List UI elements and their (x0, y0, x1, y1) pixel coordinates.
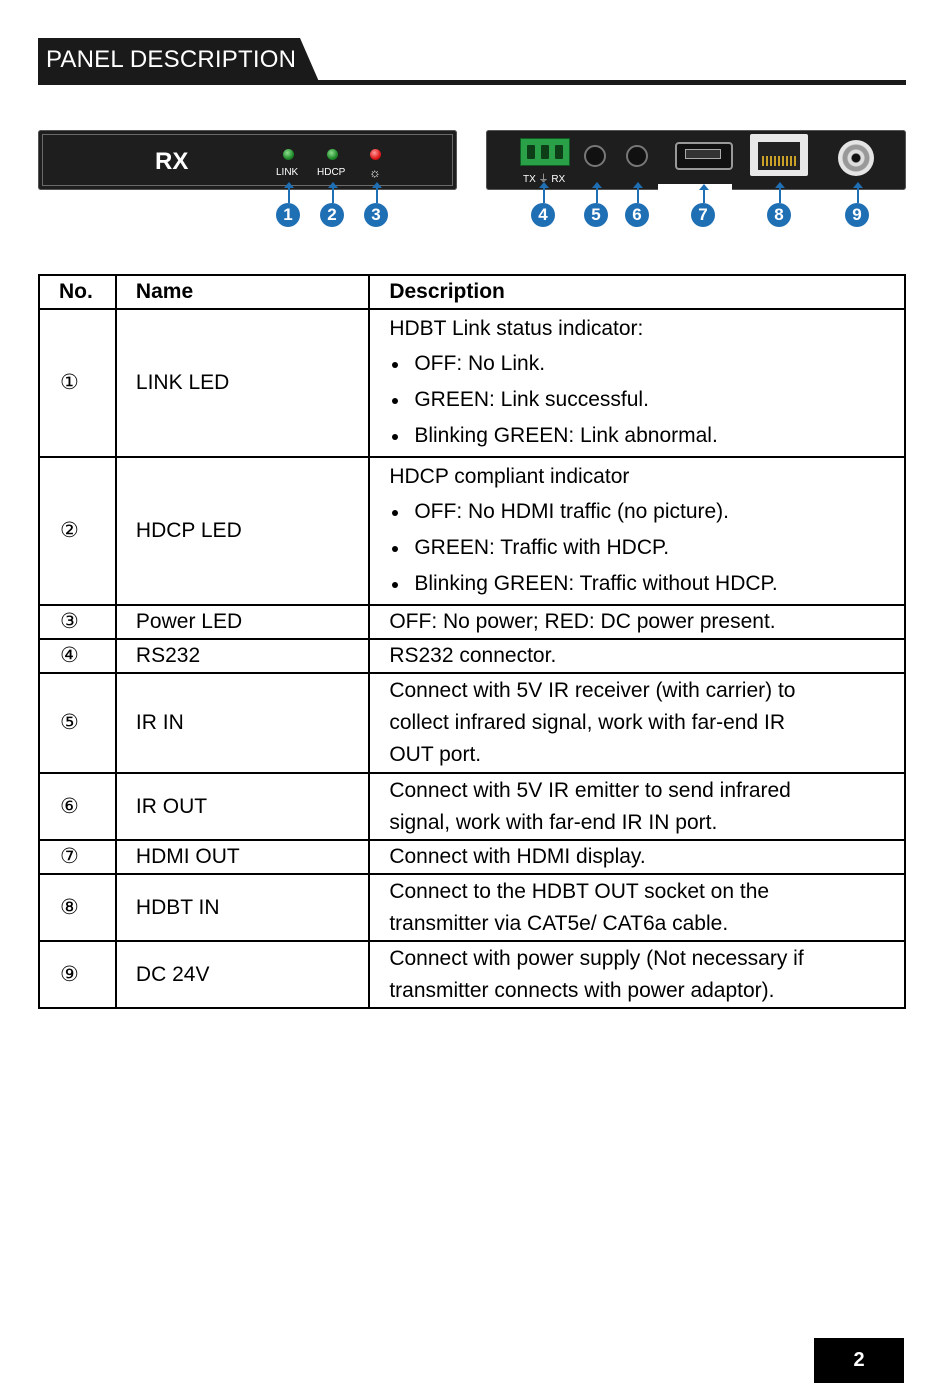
rs232-pin-label: TX ⏚ RX (523, 174, 566, 185)
table-header-row (39, 275, 905, 309)
callout-arrow (376, 187, 378, 203)
power-sun-icon: ☼ (369, 165, 381, 180)
description-line: signal, work with far-end IR IN port. (389, 810, 718, 834)
table-row (39, 605, 905, 639)
table-row (39, 673, 905, 773)
list-item: OFF: No Link. (389, 346, 904, 382)
page-number: 2 (814, 1338, 904, 1383)
callout-arrow (543, 187, 545, 203)
list-item: OFF: No HDMI traffic (no picture). (389, 494, 904, 530)
row-number: ② (39, 457, 116, 605)
row-description (369, 457, 905, 605)
row-number: ⑨ (39, 941, 116, 1008)
header-rule (38, 80, 906, 85)
row-description: OFF: No power; RED: DC power present. (369, 605, 905, 639)
row-name: HDBT IN (116, 874, 369, 941)
row-description (369, 941, 905, 1008)
callout-arrow (857, 187, 859, 203)
table-row (39, 941, 905, 1008)
hdmi-port-icon (675, 142, 733, 170)
callout-6: 6 (625, 203, 649, 227)
description-line: Connect with 5V IR receiver (with carrier) to (389, 679, 796, 702)
ir-in-jack-icon (584, 145, 606, 167)
callout-3: 3 (364, 203, 388, 227)
description-line: collect infrared signal, work with far-end IR (389, 711, 785, 734)
list-item: Blinking GREEN: Link abnormal. (389, 418, 904, 454)
callout-4: 4 (531, 203, 555, 227)
power-led-icon (370, 149, 381, 160)
table-row (39, 457, 905, 605)
row-description (369, 874, 905, 941)
panel-description-table (38, 274, 906, 1009)
callout-5: 5 (584, 203, 608, 227)
row-description (369, 773, 905, 840)
description-lead: HDBT Link status indicator: (389, 317, 644, 340)
table-row (39, 840, 905, 874)
dc-jack-icon (838, 140, 874, 176)
list-item: GREEN: Link successful. (389, 382, 904, 418)
column-header: Description (369, 275, 905, 309)
callout-arrow (596, 187, 598, 203)
row-number: ⑤ (39, 673, 116, 773)
row-name: LINK LED (116, 309, 369, 457)
row-name: HDCP LED (116, 457, 369, 605)
link-led-label: LINK (276, 167, 299, 178)
row-name: HDMI OUT (116, 840, 369, 874)
description-line: Connect with power supply (Not necessary if (389, 946, 804, 970)
table-row (39, 639, 905, 673)
description-line: Connect with 5V IR emitter to send infrared (389, 778, 791, 802)
description-line: Connect to the HDBT OUT socket on the (389, 879, 770, 903)
ir-out-jack-icon (626, 145, 648, 167)
description-line: transmitter via CAT5e/ CAT6a cable. (389, 911, 729, 935)
row-number: ⑦ (39, 840, 116, 874)
rj45-port-icon (750, 134, 808, 176)
list-item: GREEN: Traffic with HDCP. (389, 530, 904, 566)
callout-2: 2 (320, 203, 344, 227)
row-name: RS232 (116, 639, 369, 673)
hdcp-led-icon (327, 149, 338, 160)
table-row (39, 773, 905, 840)
callout-arrow (637, 187, 639, 203)
callout-arrow (332, 187, 334, 203)
row-number: ⑥ (39, 773, 116, 840)
column-header: Name (116, 275, 369, 309)
row-number: ④ (39, 639, 116, 673)
table-row (39, 874, 905, 941)
row-number: ⑧ (39, 874, 116, 941)
link-led-icon (283, 149, 294, 160)
callout-arrow (703, 189, 705, 203)
row-name: IR OUT (116, 773, 369, 840)
row-name: DC 24V (116, 941, 369, 1008)
table-row (39, 309, 905, 457)
hdcp-led-label: HDCP (317, 167, 346, 178)
front-panel-label: RX (155, 148, 189, 175)
callout-9: 9 (845, 203, 869, 227)
row-description: RS232 connector. (369, 639, 905, 673)
callout-7: 7 (691, 203, 715, 227)
row-number: ③ (39, 605, 116, 639)
description-line: transmitter connects with power adaptor). (389, 978, 775, 1002)
section-title: PANEL DESCRIPTION (46, 46, 297, 73)
row-description: Connect with HDMI display. (369, 840, 905, 874)
rs232-connector-icon (520, 138, 570, 166)
row-name: IR IN (116, 673, 369, 773)
callout-1: 1 (276, 203, 300, 227)
hdmi-underline (658, 184, 732, 190)
description-line: OUT port. (389, 743, 482, 766)
row-description (369, 673, 905, 773)
row-number: ① (39, 309, 116, 457)
list-item: Blinking GREEN: Traffic without HDCP. (389, 566, 904, 602)
front-panel-image (38, 130, 457, 190)
callout-8: 8 (767, 203, 791, 227)
column-header: No. (39, 275, 116, 309)
callout-arrow (288, 187, 290, 203)
row-name: Power LED (116, 605, 369, 639)
description-lead: HDCP compliant indicator (389, 465, 630, 488)
row-description (369, 309, 905, 457)
callout-arrow (779, 187, 781, 203)
